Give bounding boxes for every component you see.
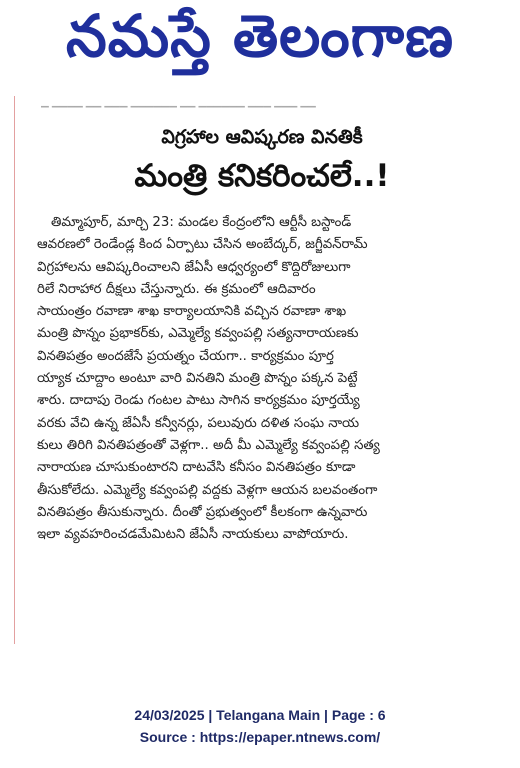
article-body-line: వినతిపత్రం అందజేసే ప్రయత్నం చేయగా.. కార్యక్రమం పూర్త — [37, 348, 334, 364]
footer — [0, 704, 520, 748]
article-body-line: కులు తిరిగి వినతిపత్రంతో వెళ్లగా.. అదీ మీ ఎమ్మెల్యే కవ్వంపల్లి సత్య — [37, 437, 380, 453]
article-body-line: సాయంత్రం రవాణా శాఖ కార్యాలయానికి వచ్చిన రవాణా శాఖ — [37, 304, 347, 320]
article-body-line: ఆవరణలో రెండేండ్ల కింద ఏర్పాటు చేసిన అంబేద్కర్, జగ్జీవన్‌రామ్ — [37, 237, 368, 253]
article-body-line: శారు. దాదాపు రెండు గంటల పాటు సాగిన కార్యక్రమం పూర్తయ్యే — [37, 393, 360, 409]
article-body-line: తీసుకోలేదు. ఎమ్మెల్యే కవ్వంపల్లి వద్దకు వెళ్లగా ఆయన బలవంతంగా — [37, 482, 378, 498]
article-body-line: వరకు వేచి ఉన్న జేఏసీ కన్వీనర్లు, పలువురు దళిత సంఘ నాయ — [37, 415, 360, 431]
article-clipping — [14, 96, 509, 644]
article-body-line: వినతిపత్రం తీసుకున్నారు. దీంతో ప్రభుత్వంలో కీలకంగా ఉన్నవారు — [37, 504, 368, 520]
article-body-line: తిమ్మాపూర్, మార్చి 23: మండల కేంద్రంలోని ఆర్టీసీ బస్టాండ్ — [51, 215, 352, 230]
article-body — [37, 212, 491, 546]
cropped-previous-line: ▁ ▁▁▁▁ ▁▁ ▁▁▁ ▁▁▁▁▁▁ ▁▁ ▁▁▁▁▁▁ ▁▁▁ ▁▁▁ ▁▁ — [41, 98, 316, 108]
article-body-line: ఇలా వ్యవహరించడమేమిటని జేఏసీ నాయకులు వాపోయారు. — [37, 527, 349, 543]
article-body-line: విగ్రహాలను ఆవిష్కరించాలని జేఏసీ ఆధ్వర్యంలో కొద్దిరోజులుగా — [37, 259, 351, 275]
footer-source: Source : https://epaper.ntnews.com/ — [139, 729, 381, 745]
article-headline: మంత్రి కనికరించలే..! — [134, 158, 390, 194]
article-body-line: య్యాక చూద్దాం అంటూ వారి వినతిని మంత్రి పొన్నం పక్కన పెట్టే — [37, 371, 358, 387]
article-kicker: విగ్రహాల ఆవిష్కరణ వినతికీ — [161, 126, 363, 148]
footer-meta: 24/03/2025 | Telangana Main | Page : 6 — [134, 707, 386, 723]
article-body-line: రిలే నిరాహార దీక్షలు చేస్తున్నారు. ఈ క్రమంలో ఆదివారం — [37, 281, 316, 297]
newspaper-masthead: నమస్తే తెలంగాణ — [66, 1, 454, 70]
article-body-line: మంత్రి పొన్నం ప్రభాకర్‌కు, ఎమ్మెల్యే కవ్వంపల్లి సత్యనారాయణకు — [37, 326, 359, 342]
article-body-line: నారాయణ చూసుకుంటారని దాటవేసి కనీసం వినతిపత్రం కూడా — [37, 460, 356, 476]
